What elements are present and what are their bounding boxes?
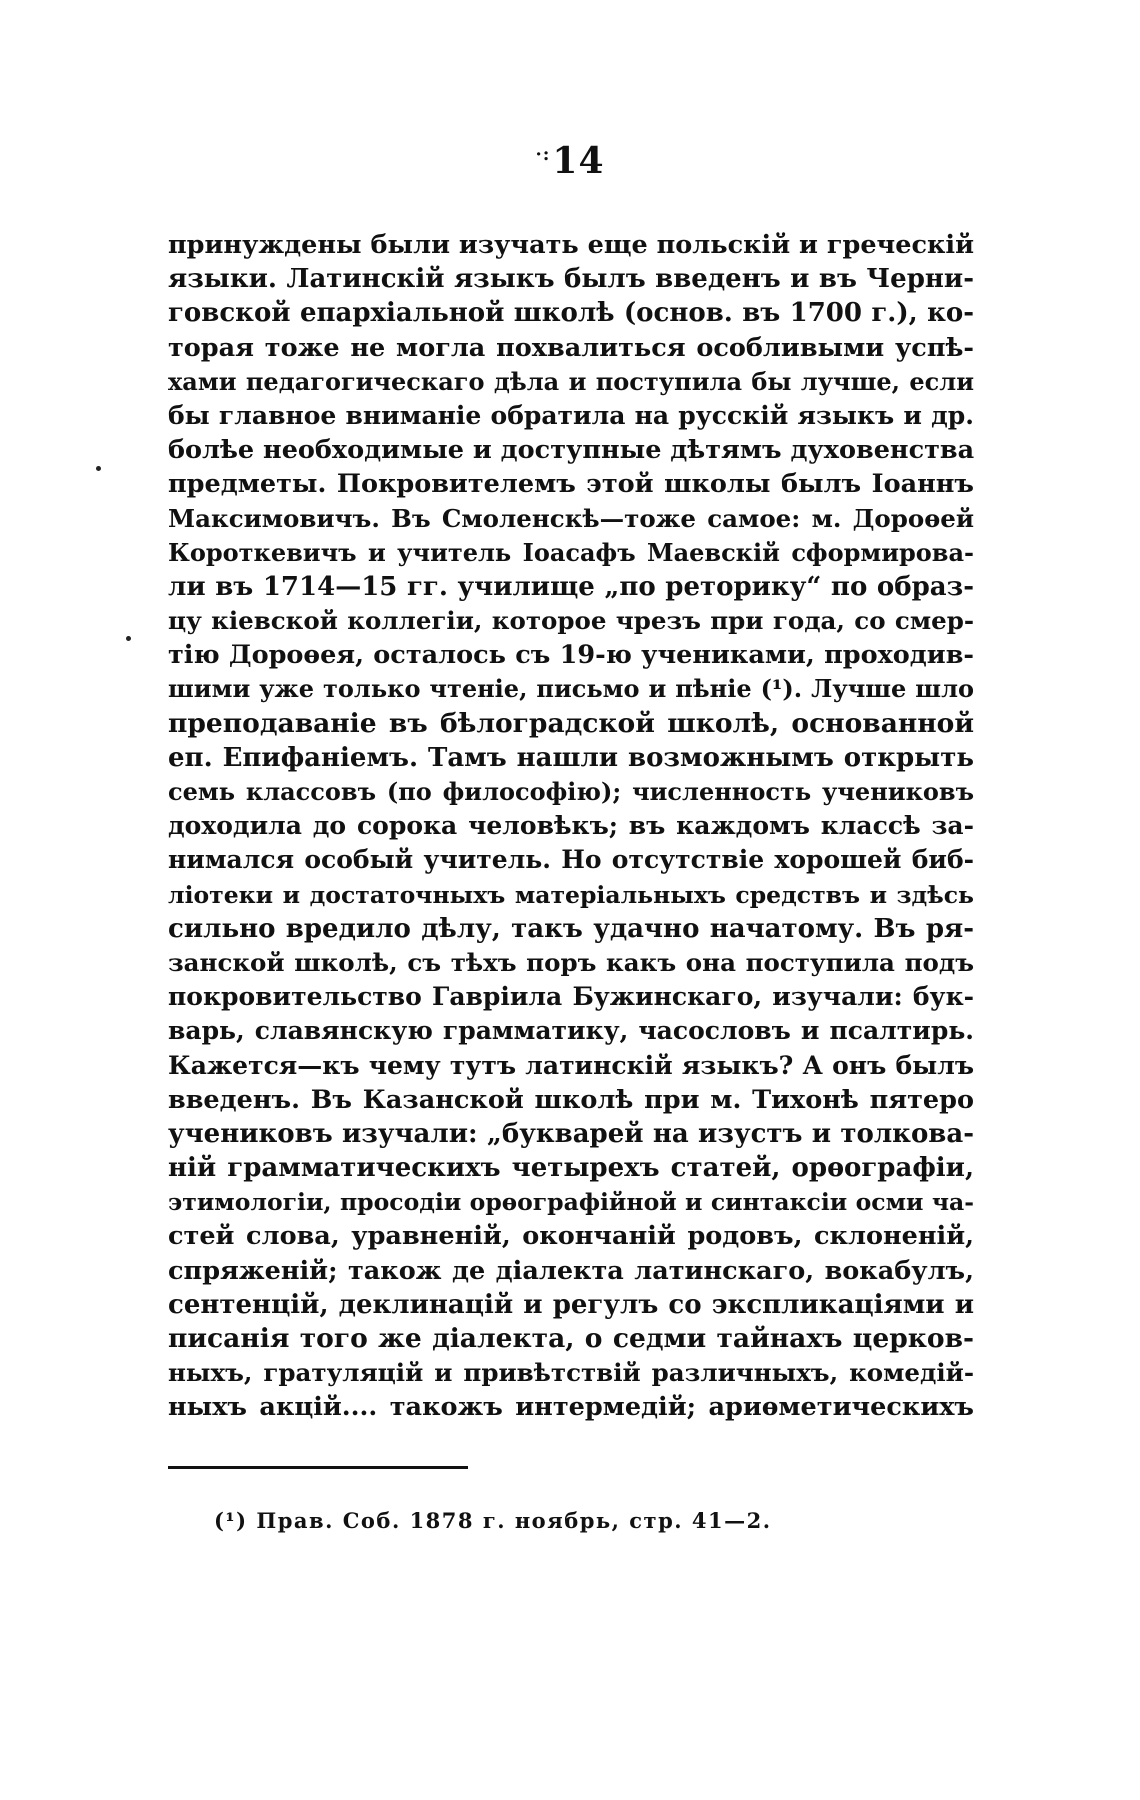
text-line: шими уже только чтеніе, письмо и пѣніе (¹). Лучше шло xyxy=(168,674,974,704)
text-line: спряженій; також де діалекта латинскаго, вокабулъ, xyxy=(168,1255,974,1286)
text-line: ныхъ, гратуляцій и привѣтствій различныхъ, комедій- xyxy=(168,1358,974,1388)
text-line: доходила до сорока человѣкъ; въ каждомъ классѣ за- xyxy=(168,811,974,841)
text-line: семь классовъ (по философію); численность учениковъ xyxy=(168,777,974,806)
text-line: бы главное вниманіе обратила на русскій языкъ и др. xyxy=(168,400,974,430)
footnote: (¹) Прав. Соб. 1878 г. ноябрь, стр. 41—2. xyxy=(214,1508,772,1533)
margin-dot xyxy=(126,636,131,641)
text-line: принуждены были изучать еще польскій и греческій xyxy=(168,230,974,260)
text-line: Короткевичъ и учитель Іоасафъ Маевскій сформирова- xyxy=(168,537,974,567)
text-line: говской епархіальной школѣ (основ. въ 1700 г.), ко- xyxy=(168,298,974,329)
text-line: покровительство Гавріила Бужинскаго, изучали: бук- xyxy=(168,982,974,1012)
text-line: Максимовичъ. Въ Смоленскѣ—тоже самое: м. Дороѳей xyxy=(168,503,974,533)
text-line: ныхъ акцій.... такожъ интермедій; ариѳметическихъ xyxy=(168,1392,974,1423)
text-line: цу кіевской коллегіи, которое чрезъ при года, со смер- xyxy=(168,606,974,636)
margin-dot xyxy=(96,466,101,471)
text-line: введенъ. Въ Казанской школѣ при м. Тихонѣ пятеро xyxy=(168,1084,974,1115)
text-line: тію Дороѳея, осталось съ 19-ю учениками, проходив- xyxy=(168,640,974,671)
text-line: нимался особый учитель. Но отсутствіе хорошей биб- xyxy=(168,845,974,875)
page-number xyxy=(0,140,1140,182)
text-line: болѣе необходимые и доступные дѣтямъ духовенства xyxy=(168,435,974,466)
text-line: сентенцій, деклинацій и регулъ со экспликаціями и xyxy=(168,1289,974,1320)
text-line: торая тоже не могла похвалиться особливыми успѣ- xyxy=(168,332,974,363)
text-line: еп. Епифаніемъ. Тамъ нашли возможнымъ открыть xyxy=(168,742,974,773)
text-line: учениковъ изучали: „букварей на изустъ и толкова- xyxy=(168,1118,974,1149)
text-line: языки. Латинскій языкъ былъ введенъ и въ Черни- xyxy=(168,264,974,295)
text-line: ли въ 1714—15 гг. училище „по реторику“ по образ- xyxy=(168,571,974,602)
text-line: ній грамматическихъ четырехъ статей, орѳографіи, xyxy=(168,1153,974,1184)
text-line: этимологіи, просодіи орѳографійной и синтаксіи осми ча- xyxy=(168,1188,974,1217)
text-line: Кажется—къ чему тутъ латинскій языкъ? А онъ былъ xyxy=(168,1050,974,1080)
body-text xyxy=(168,228,974,1425)
text-line: сильно вредило дѣлу, такъ удачно начатому. Въ ря- xyxy=(168,913,974,944)
text-line: занской школѣ, съ тѣхъ поръ какъ она поступила подъ xyxy=(168,947,974,977)
page-number-value: 14 xyxy=(552,140,605,182)
text-line: варь, славянскую грамматику, часословъ и псалтирь. xyxy=(168,1016,974,1046)
text-line: стей слова, уравненій, окончаній родовъ, склоненій, xyxy=(168,1221,974,1252)
text-line: хами педагогическаго дѣла и поступила бы лучше, если xyxy=(168,366,974,396)
text-line: преподаваніе въ бѣлоградской школѣ, основанной xyxy=(168,707,974,739)
text-line: писанія того же діалекта, о седми тайнахъ церков- xyxy=(168,1323,974,1354)
text-line: ліотеки и достаточныхъ матеріальныхъ средствъ и здѣсь xyxy=(168,880,974,909)
text-line: предметы. Покровителемъ этой школы былъ Іоаннъ xyxy=(168,469,974,500)
footnote-divider xyxy=(168,1466,468,1469)
page-number-mark: ·: xyxy=(535,144,551,165)
